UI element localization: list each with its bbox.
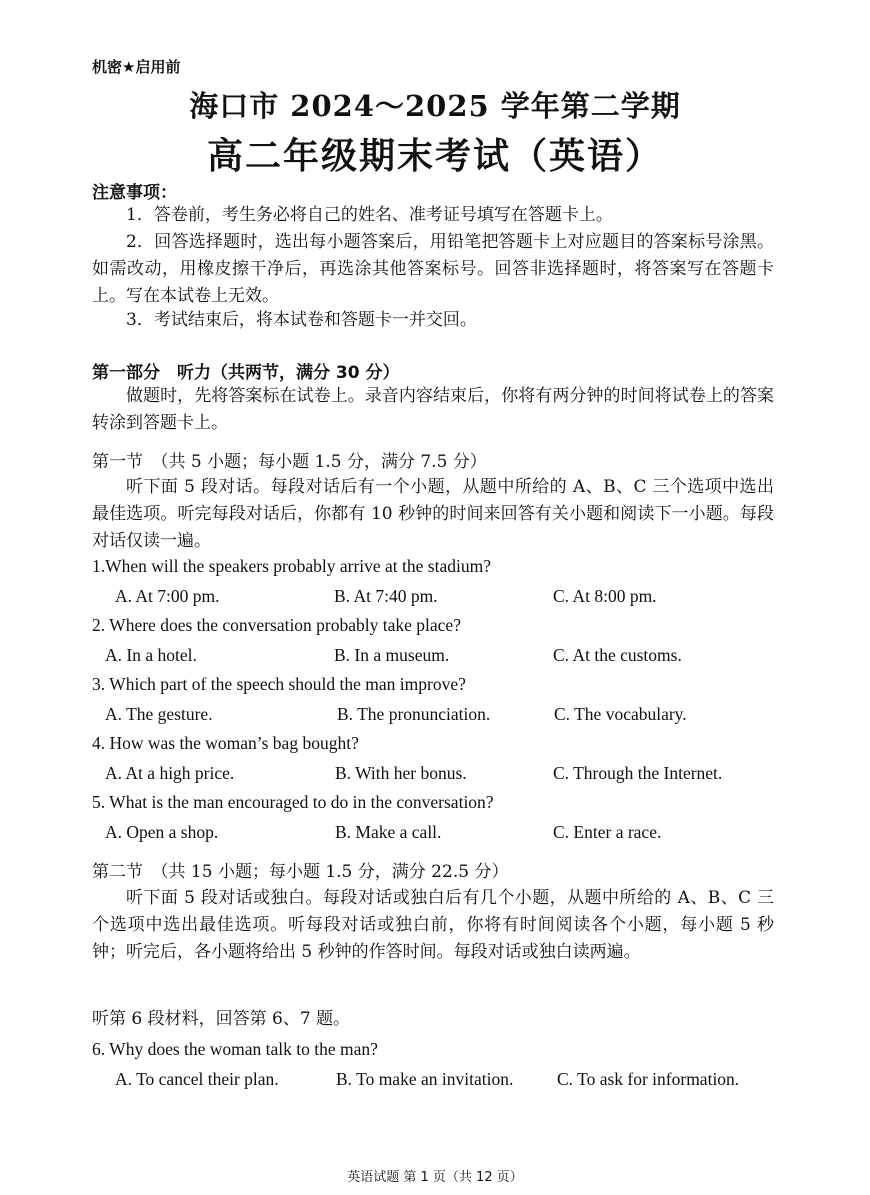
page-footer: 英语试题 第 1 页（共 12 页）: [347, 1170, 523, 1185]
question-4-option-a: A. At a high price.: [105, 763, 235, 783]
question-2-option-c: C. At the customs.: [553, 645, 682, 665]
exam-title-line2: 高二年级期末考试（英语）: [206, 135, 663, 177]
question-5-stem: 5. What is the man encouraged to do in the conversation?: [92, 792, 494, 812]
question-1-option-c: C. At 8:00 pm.: [553, 586, 657, 606]
question-6-option-c: C. To ask for information.: [557, 1069, 740, 1089]
section1-heading: 第一节 （共 5 小题；每小题 1.5 分，满分 7.5 分）: [92, 452, 487, 472]
material6-heading: 听第 6 段材料，回答第 6、7 题。: [92, 1009, 351, 1029]
notes-heading: 注意事项：: [92, 183, 177, 203]
section2-intro: 听下面 5 段对话或独白。每段对话或独白后有几个小题，从题中所给的 A、B、C 三个选项中选出最佳选项。听每段对话或独白前，你将有时间阅读各个小题，每小题 5 秒钟；听完后，各小题将给出 5 秒钟的作答时间。每段对话或独白读两遍。: [92, 888, 774, 962]
section2-heading: 第二节 （共 15 小题；每小题 1.5 分，满分 22.5 分）: [92, 862, 509, 882]
section1-intro: 听下面 5 段对话。每段对话后有一个小题，从题中所给的 A、B、C 三个选项中选出最佳选项。听完每段对话后，你都有 10 秒钟的时间来回答有关小题和阅读下一小题。每段对话仅读一遍。: [92, 477, 774, 551]
question-2-stem: 2. Where does the conversation probably take place?: [92, 615, 461, 635]
question-2-option-b: B. In a museum.: [334, 645, 450, 665]
question-4-option-b: B. With her bonus.: [335, 763, 467, 783]
question-3-option-a: A. The gesture.: [105, 704, 213, 724]
question-4-stem: 4. How was the woman’s bag bought?: [92, 733, 359, 753]
question-1-option-a: A. At 7:00 pm.: [115, 586, 220, 606]
question-5-option-a: A. Open a shop.: [105, 822, 219, 842]
question-3-stem: 3. Which part of the speech should the man improve?: [92, 674, 466, 694]
question-6-option-a: A. To cancel their plan.: [115, 1069, 279, 1089]
question-2-option-a: A. In a hotel.: [105, 645, 197, 665]
question-5-option-b: B. Make a call.: [335, 822, 442, 842]
confidential-mark: 机密★启用前: [92, 58, 181, 76]
question-3-option-b: B. The pronunciation.: [337, 704, 491, 724]
question-1-stem: 1.When will the speakers probably arrive at the stadium?: [92, 556, 491, 576]
question-6-option-b: B. To make an invitation.: [336, 1069, 514, 1089]
question-4-option-c: C. Through the Internet.: [553, 763, 723, 783]
notes-item-2: 2．回答选择题时，选出每小题答案后，用铅笔把答题卡上对应题目的答案标号涂黑。如需改动，用橡皮擦干净后，再选涂其他答案标号。回答非选择题时，将答案写在答题卡上。写在本试卷上无效。: [92, 232, 774, 306]
part1-intro: 做题时，先将答案标在试卷上。录音内容结束后，你将有两分钟的时间将试卷上的答案转涂到答题卡上。: [92, 386, 774, 433]
question-3-option-c: C. The vocabulary.: [554, 704, 687, 724]
question-5-option-c: C. Enter a race.: [553, 822, 662, 842]
question-1-option-b: B. At 7:40 pm.: [334, 586, 438, 606]
part1-heading: 第一部分 听力（共两节，满分 30 分）: [92, 363, 400, 383]
question-6-stem: 6. Why does the woman talk to the man?: [92, 1039, 378, 1059]
notes-item-3: 3．考试结束后，将本试卷和答题卡一并交回。: [126, 310, 477, 330]
notes-item-1: 1．答卷前，考生务必将自己的姓名、准考证号填写在答题卡上。: [126, 205, 613, 225]
exam-title-line1: 海口市 2024～2025 学年第二学期: [189, 89, 681, 123]
